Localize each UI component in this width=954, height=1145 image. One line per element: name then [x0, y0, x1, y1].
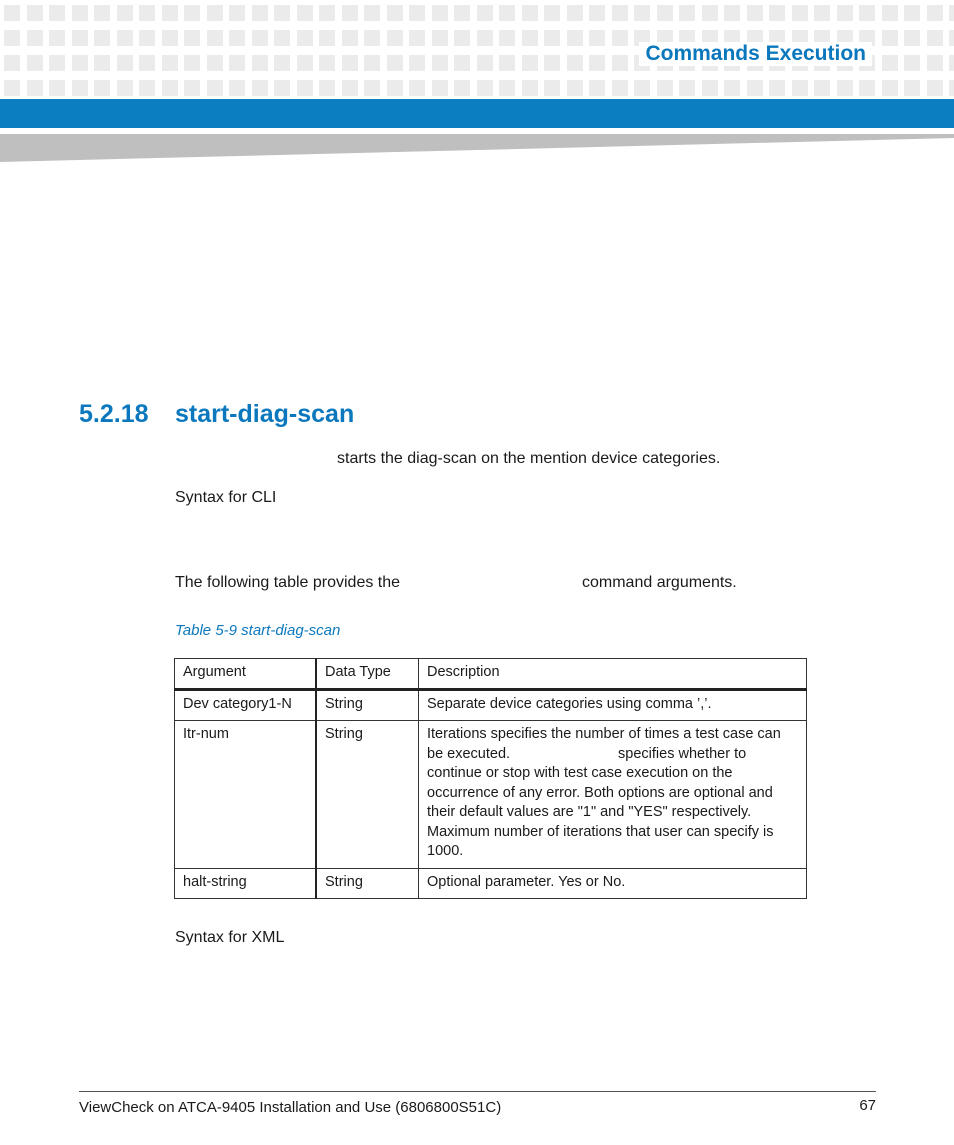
header-dot — [387, 80, 403, 96]
header-dot — [184, 55, 200, 71]
header-dot — [567, 5, 583, 21]
header-dot — [477, 5, 493, 21]
header-dot — [612, 55, 628, 71]
header-dot — [927, 55, 943, 71]
header-dot — [387, 5, 403, 21]
table-row — [175, 868, 807, 899]
header-dot — [4, 30, 20, 46]
cell-type: String — [316, 721, 419, 869]
header-dot — [589, 5, 605, 21]
header-dot — [207, 5, 223, 21]
header-dot — [409, 5, 425, 21]
header-dot — [364, 55, 380, 71]
header-dot — [252, 30, 268, 46]
header-dot — [747, 80, 763, 96]
header-dot — [589, 30, 605, 46]
arguments-table — [174, 658, 807, 899]
running-header-title: Commands Execution — [639, 42, 872, 66]
cell-type: String — [316, 689, 419, 721]
description-part-a: Iterations specifies the number of times a test case can be executed. — [427, 726, 781, 762]
header-dot — [724, 80, 740, 96]
header-dot — [364, 5, 380, 21]
header-dot — [702, 5, 718, 21]
header-gray-wedge — [0, 128, 954, 164]
header-dot — [837, 80, 853, 96]
header-dot — [859, 80, 875, 96]
header-dot — [319, 80, 335, 96]
header-dot — [207, 80, 223, 96]
header-dot — [814, 80, 830, 96]
header-dot — [477, 80, 493, 96]
header-dot — [544, 30, 560, 46]
header-dot — [49, 5, 65, 21]
header-dot — [477, 55, 493, 71]
header-dot — [27, 30, 43, 46]
header-dot — [409, 55, 425, 71]
cell-description: Optional parameter. Yes or No. — [419, 868, 807, 899]
header-dot — [634, 5, 650, 21]
header-dot — [904, 30, 920, 46]
header-dot — [499, 30, 515, 46]
header-dot — [409, 30, 425, 46]
header-dot — [792, 80, 808, 96]
header-dot — [567, 30, 583, 46]
header-dot — [252, 55, 268, 71]
cell-description — [419, 721, 807, 869]
section-heading — [79, 400, 354, 429]
header-dot — [297, 55, 313, 71]
header-dot — [27, 80, 43, 96]
table-intro-after: command arguments. — [582, 574, 737, 591]
syntax-cli-label: Syntax for CLI — [175, 489, 277, 506]
header-dot — [252, 5, 268, 21]
header-dot — [274, 80, 290, 96]
header-dot — [117, 80, 133, 96]
header-dot — [432, 5, 448, 21]
header-dot — [274, 30, 290, 46]
header-dot — [679, 80, 695, 96]
header-dot — [139, 55, 155, 71]
header-dot — [567, 80, 583, 96]
header-dot — [94, 80, 110, 96]
header-dot — [612, 80, 628, 96]
header-dot — [612, 30, 628, 46]
header-dot — [499, 55, 515, 71]
header-dot — [72, 30, 88, 46]
header-dot — [162, 80, 178, 96]
header-dot — [184, 5, 200, 21]
header-dot — [342, 55, 358, 71]
header-dot — [72, 80, 88, 96]
header-dot — [432, 80, 448, 96]
header-dot — [184, 80, 200, 96]
header-dot — [792, 5, 808, 21]
header-dot — [927, 30, 943, 46]
header-dot — [319, 30, 335, 46]
cell-argument: Dev category1-N — [175, 689, 317, 721]
header-dot — [432, 55, 448, 71]
header-dot — [72, 55, 88, 71]
header-dot — [229, 55, 245, 71]
header-blue-band — [0, 99, 954, 128]
header-dot — [522, 5, 538, 21]
header-dot — [207, 55, 223, 71]
header-argument: Argument — [175, 659, 317, 690]
header-dot — [882, 80, 898, 96]
header-dot — [882, 55, 898, 71]
header-dot — [522, 55, 538, 71]
header-dot — [229, 80, 245, 96]
header-dot — [657, 5, 673, 21]
header-dot — [117, 5, 133, 21]
header-dot — [702, 80, 718, 96]
header-dot — [589, 55, 605, 71]
section-number: 5.2.18 — [79, 400, 149, 428]
header-dot — [454, 30, 470, 46]
header-dot — [27, 55, 43, 71]
header-dot — [499, 80, 515, 96]
header-dot — [477, 30, 493, 46]
header-dot — [297, 80, 313, 96]
cell-argument: Itr-num — [175, 721, 317, 869]
header-dot — [882, 30, 898, 46]
header-dot — [72, 5, 88, 21]
intro-text: starts the diag-scan on the mention device categories. — [337, 450, 721, 467]
section-title: start-diag-scan — [175, 400, 355, 428]
header-dot — [49, 30, 65, 46]
header-dot — [4, 80, 20, 96]
header-dot — [904, 5, 920, 21]
header-dot — [139, 80, 155, 96]
header-dot — [297, 5, 313, 21]
header-dot — [94, 5, 110, 21]
header-dot — [364, 80, 380, 96]
header-dot — [229, 5, 245, 21]
header-dot — [27, 5, 43, 21]
header-dot — [522, 30, 538, 46]
footer-page-number: 67 — [859, 1097, 876, 1114]
header-dot — [139, 5, 155, 21]
header-dot — [94, 30, 110, 46]
header-dot — [319, 55, 335, 71]
header-dot — [4, 5, 20, 21]
table-intro-before: The following table provides the — [175, 574, 401, 591]
header-dot — [49, 80, 65, 96]
cell-argument: halt-string — [175, 868, 317, 899]
header-dot — [342, 30, 358, 46]
footer-rule — [79, 1091, 876, 1092]
header-dot — [612, 5, 628, 21]
footer-document-title: ViewCheck on ATCA-9405 Installation and Use (6806800S51C) — [79, 1099, 502, 1116]
header-dot — [904, 80, 920, 96]
header-dot — [882, 5, 898, 21]
header-dot — [679, 5, 695, 21]
header-dot — [319, 5, 335, 21]
header-dot — [837, 5, 853, 21]
header-dot — [387, 30, 403, 46]
header-dot — [814, 5, 830, 21]
header-dot — [409, 80, 425, 96]
header-dot — [927, 5, 943, 21]
header-dot — [589, 80, 605, 96]
cell-description: Separate device categories using comma ’,’. — [419, 689, 807, 721]
header-dot — [297, 30, 313, 46]
header-dot — [274, 55, 290, 71]
header-description: Description — [419, 659, 807, 690]
header-dot — [49, 55, 65, 71]
header-dot — [769, 5, 785, 21]
header-dot — [342, 5, 358, 21]
header-dot — [927, 80, 943, 96]
table-caption: Table 5-9 start-diag-scan — [175, 622, 341, 639]
header-dot — [949, 5, 954, 21]
header-dot — [117, 55, 133, 71]
table-row — [175, 721, 807, 869]
header-dot — [724, 5, 740, 21]
header-dot — [454, 55, 470, 71]
header-dot — [432, 30, 448, 46]
header-dot — [274, 5, 290, 21]
header-dot — [769, 80, 785, 96]
header-dot — [94, 55, 110, 71]
header-dot — [949, 55, 954, 71]
header-dot — [544, 55, 560, 71]
header-dot — [162, 30, 178, 46]
header-dot — [949, 80, 954, 96]
header-dot — [387, 55, 403, 71]
header-dot — [117, 30, 133, 46]
header-dot — [544, 80, 560, 96]
table-row — [175, 689, 807, 721]
header-dot — [454, 5, 470, 21]
description-part-b: specifies whether to continue or stop with test case execution on the occurrence of any error. Both options are optional and their default values are "1" and "YES" respectively. Maximum number of iterations that user can specify is 1000. — [427, 745, 774, 859]
header-dot — [522, 80, 538, 96]
header-dot — [207, 30, 223, 46]
header-dot — [499, 5, 515, 21]
header-dot — [162, 55, 178, 71]
syntax-xml-label: Syntax for XML — [175, 929, 285, 946]
cell-type: String — [316, 868, 419, 899]
header-dot — [949, 30, 954, 46]
header-dot — [184, 30, 200, 46]
header-dot — [364, 30, 380, 46]
header-dot — [904, 55, 920, 71]
header-dot — [544, 5, 560, 21]
header-dot — [859, 5, 875, 21]
header-dot — [454, 80, 470, 96]
header-dot — [4, 55, 20, 71]
header-dot — [747, 5, 763, 21]
header-dot — [229, 30, 245, 46]
header-dot — [657, 80, 673, 96]
header-dot — [342, 80, 358, 96]
header-dot — [252, 80, 268, 96]
header-dot — [162, 5, 178, 21]
header-dot — [634, 80, 650, 96]
table-header-row — [175, 659, 807, 690]
header-dot — [567, 55, 583, 71]
header-dot — [139, 30, 155, 46]
header-data-type: Data Type — [316, 659, 419, 690]
